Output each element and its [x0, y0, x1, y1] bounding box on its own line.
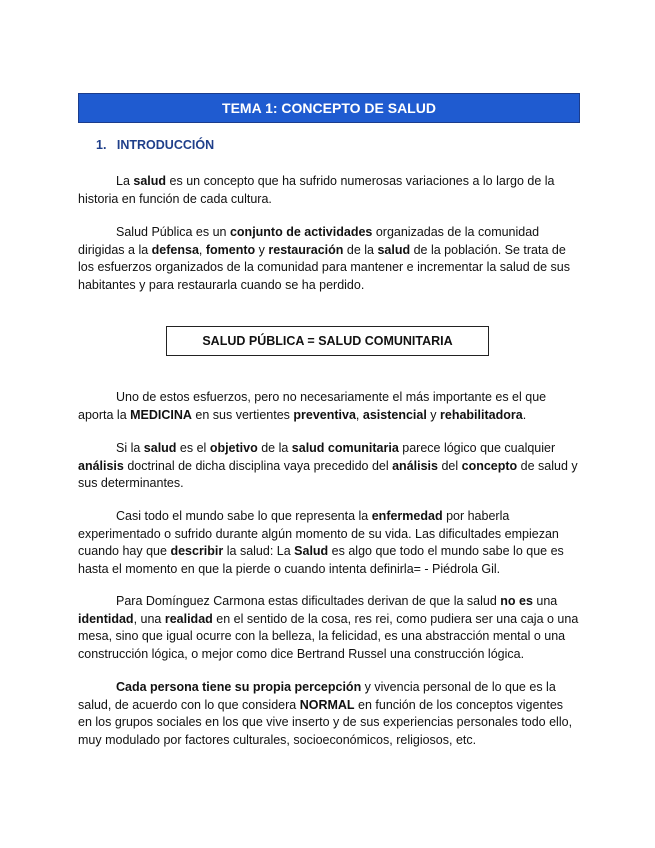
bold-run: enfermedad	[371, 509, 443, 523]
text-run: .	[522, 407, 527, 422]
text-run: doctrinal de dicha disciplina vaya precedido del	[123, 458, 393, 473]
bold-run: objetivo	[209, 441, 258, 455]
text-run: Para Domínguez Carmona estas dificultades derivan de que la salud	[116, 594, 501, 608]
text-run: en el sentido de la cosa, res rei, como pudiera ser una caja o una mesa, sino que igual ocurre con la belleza, la felicidad, es una abstracción mental o una construcción lógica, o mejor como dice Bertrand Russel una construcción lógica.	[78, 611, 579, 661]
document-title-banner	[78, 93, 580, 123]
text-run: organizadas de la comunidad dirigidas a la	[78, 225, 540, 257]
text-run: La	[116, 174, 134, 188]
bold-run: Salud	[294, 544, 329, 558]
section-heading	[96, 138, 214, 152]
paragraph-6	[78, 593, 580, 663]
box-text: SALUD PÚBLICA = SALUD COMUNITARIA	[202, 334, 453, 348]
text-run: de salud y sus determinantes.	[78, 458, 578, 490]
salud-publica-box	[166, 326, 489, 356]
text-run: en función de los conceptos vigentes en los grupos sociales en los que vive inserto y de sus experiencias personales todo ello, muy modulado por factores culturales, socioeconómicos, religiosos, etc.	[78, 697, 573, 747]
bold-run: Cada persona tiene su propia percepción	[116, 680, 362, 694]
text-run: es el	[176, 441, 210, 455]
text-run: Uno de estos esfuerzos, pero no necesariamente el más importante es el que aporta la	[78, 390, 547, 422]
bold-run: análisis	[392, 458, 438, 473]
bold-run: fomento	[205, 242, 256, 257]
bold-run: NORMAL	[299, 697, 355, 712]
bold-run: conjunto de actividades	[229, 225, 373, 239]
document-title: TEMA 1: CONCEPTO DE SALUD	[222, 100, 436, 116]
text-run: Casi todo el mundo sabe lo que representa la	[116, 509, 372, 523]
bold-run: análisis	[78, 458, 124, 473]
bold-run: preventiva	[293, 407, 356, 422]
text-run: parece lógico que cualquier	[398, 441, 556, 455]
bold-run: realidad	[164, 611, 213, 626]
text-run: del	[437, 458, 462, 473]
paragraph-4	[78, 440, 580, 493]
bold-run: salud	[377, 242, 411, 257]
text-run: es un concepto que ha sufrido numerosas variaciones a lo largo de la historia en función de cada cultura.	[78, 174, 555, 206]
paragraph-5	[78, 508, 580, 578]
text-run: y	[255, 242, 269, 257]
section-number: 1.	[96, 138, 107, 152]
bold-run: restauración	[268, 242, 344, 257]
text-run: por haberla experimentado o sufrido durante algún momento de su vida. Las dificultades empiezan cuando hay que	[78, 509, 559, 558]
paragraph-3	[78, 389, 580, 424]
text-run: de la población. Se trata de los esfuerzos organizados de la comunidad para mantener e incrementar la salud de sus habitantes y para restaurarla cuando se ha perdido.	[78, 242, 570, 292]
paragraph-1	[78, 173, 580, 208]
text-run: en sus vertientes	[191, 407, 294, 422]
text-run: Si la	[116, 441, 144, 455]
text-run: de la	[257, 441, 292, 455]
bold-run: describir	[170, 544, 224, 558]
bold-run: concepto	[461, 458, 518, 473]
text-run: y	[426, 407, 441, 422]
bold-run: no es	[500, 594, 533, 608]
bold-run: salud	[133, 174, 167, 188]
text-run: ,	[355, 407, 363, 422]
bold-run: defensa	[151, 242, 199, 257]
bold-run: salud	[143, 441, 177, 455]
text-run: de la	[343, 242, 378, 257]
bold-run: MEDICINA	[130, 407, 192, 422]
section-title: INTRODUCCIÓN	[116, 138, 215, 152]
bold-run: salud comunitaria	[291, 441, 399, 455]
bold-run: identidad	[78, 611, 134, 626]
text-run: ,	[198, 242, 206, 257]
paragraph-7	[78, 679, 580, 749]
text-run: , una	[133, 611, 165, 626]
text-run: es algo que todo el mundo sabe lo que es hasta el momento en que la pierde o cuando intenta definirla= - Piédrola Gil.	[78, 544, 564, 576]
paragraph-2	[78, 224, 580, 294]
bold-run: asistencial	[362, 407, 427, 422]
text-run: y vivencia personal de lo que es la salud, de acuerdo con lo que considera	[78, 680, 556, 712]
text-run: la salud: La	[223, 544, 295, 558]
text-run: Salud Pública es un	[116, 225, 230, 239]
bold-run: rehabilitadora	[440, 407, 523, 422]
text-run: una	[532, 594, 558, 608]
